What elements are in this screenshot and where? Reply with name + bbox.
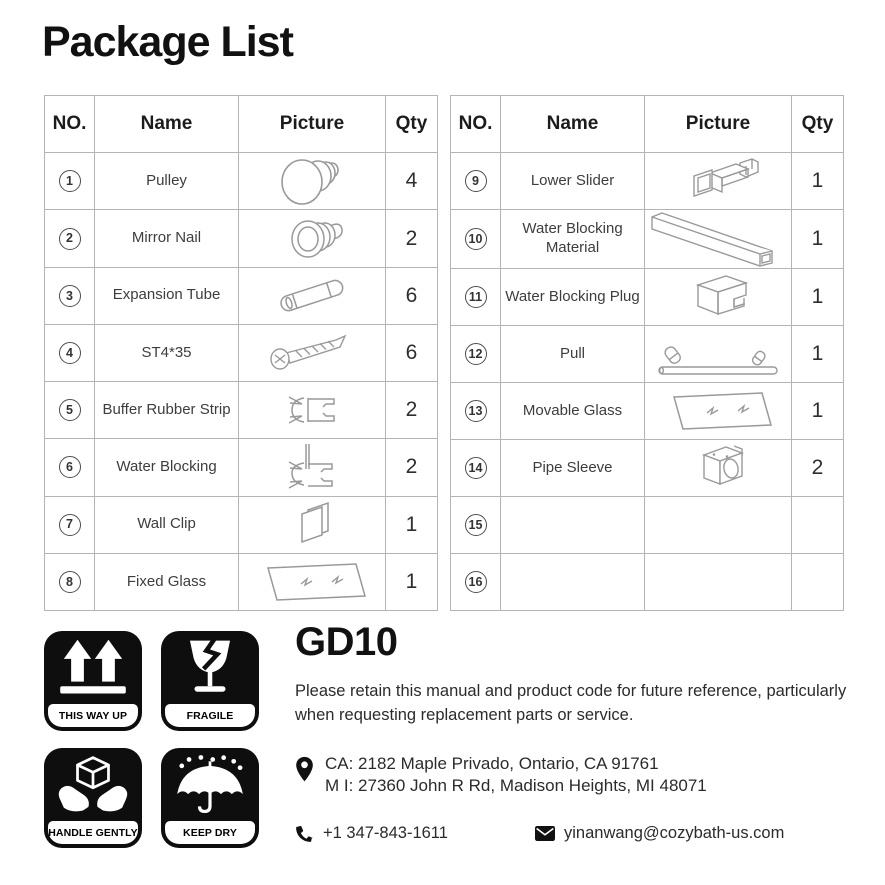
phone-icon bbox=[295, 824, 314, 843]
mark-label: THIS WAY UP bbox=[48, 704, 138, 727]
item-qty: 2 bbox=[792, 440, 844, 497]
item-name bbox=[501, 554, 645, 611]
item-number-badge: 5 bbox=[59, 399, 81, 421]
item-qty bbox=[792, 497, 844, 554]
product-code: GD10 bbox=[295, 620, 398, 664]
item-number-badge: 7 bbox=[59, 514, 81, 536]
item-number-badge: 2 bbox=[59, 228, 81, 250]
item-name: Mirror Nail bbox=[95, 210, 239, 267]
package-table-right bbox=[450, 95, 844, 611]
col-header-name: Name bbox=[95, 96, 239, 153]
table-row bbox=[45, 496, 438, 553]
this-way-up-icon bbox=[52, 636, 134, 700]
screw-icon bbox=[246, 327, 378, 379]
table-row bbox=[451, 554, 844, 611]
water-blocking-plug-icon bbox=[652, 271, 784, 323]
item-number-badge: 11 bbox=[465, 286, 487, 308]
address-line-mi: M I: 27360 John R Rd, Madison Heights, MI 48071 bbox=[325, 775, 707, 795]
table-row bbox=[45, 382, 438, 439]
water-blocking-material-icon bbox=[648, 211, 788, 267]
wall-clip-icon bbox=[246, 499, 378, 551]
item-number-badge: 10 bbox=[465, 228, 487, 250]
item-number-badge: 16 bbox=[465, 571, 487, 593]
item-qty: 1 bbox=[792, 383, 844, 440]
table-row bbox=[45, 153, 438, 210]
item-number-badge: 13 bbox=[465, 400, 487, 422]
item-qty: 1 bbox=[792, 210, 844, 269]
item-name: Buffer Rubber Strip bbox=[95, 382, 239, 439]
item-name: Pulley bbox=[95, 153, 239, 210]
item-number-badge: 1 bbox=[59, 170, 81, 192]
product-note: Please retain this manual and product code for future reference, particularly when requesting replacement parts or service. bbox=[295, 682, 847, 724]
keep-dry-badge bbox=[161, 748, 259, 848]
item-number-badge: 3 bbox=[59, 285, 81, 307]
col-header-no: NO. bbox=[451, 96, 501, 153]
col-header-picture: Picture bbox=[239, 96, 386, 153]
item-name: Movable Glass bbox=[501, 383, 645, 440]
col-header-no: NO. bbox=[45, 96, 95, 153]
table-row bbox=[451, 440, 844, 497]
item-number-badge: 12 bbox=[465, 343, 487, 365]
table-row bbox=[45, 553, 438, 610]
item-name: Pipe Sleeve bbox=[501, 440, 645, 497]
table-header-row bbox=[45, 96, 438, 153]
item-name: Pull bbox=[501, 326, 645, 383]
item-number-badge: 15 bbox=[465, 514, 487, 536]
handle-gently-icon bbox=[52, 753, 134, 817]
col-header-picture: Picture bbox=[645, 96, 792, 153]
item-name: ST4*35 bbox=[95, 324, 239, 381]
item-qty: 6 bbox=[386, 267, 438, 324]
item-qty: 1 bbox=[792, 326, 844, 383]
item-name: Lower Slider bbox=[501, 153, 645, 210]
item-qty: 2 bbox=[386, 210, 438, 267]
movable-glass-icon bbox=[652, 385, 784, 437]
table-row bbox=[451, 383, 844, 440]
item-name: Water Blocking bbox=[95, 439, 239, 496]
envelope-icon bbox=[535, 826, 555, 841]
product-info bbox=[295, 620, 857, 843]
table-row bbox=[45, 439, 438, 496]
item-qty: 1 bbox=[386, 553, 438, 610]
address-block bbox=[295, 753, 857, 798]
table-row bbox=[451, 153, 844, 210]
phone-number: +1 347-843-1611 bbox=[323, 824, 448, 843]
keep-dry-icon bbox=[169, 753, 251, 817]
item-qty: 2 bbox=[386, 439, 438, 496]
item-qty: 4 bbox=[386, 153, 438, 210]
email-address: yinanwang@cozybath-us.com bbox=[564, 824, 785, 843]
table-row bbox=[45, 210, 438, 267]
mirror-nail-icon bbox=[246, 213, 378, 265]
table-row bbox=[451, 269, 844, 326]
item-qty: 6 bbox=[386, 324, 438, 381]
table-row bbox=[45, 267, 438, 324]
mark-label: FRAGILE bbox=[165, 704, 255, 727]
address-line-ca: CA: 2182 Maple Privado, Ontario, CA 91761 bbox=[325, 753, 659, 773]
fragile-icon bbox=[169, 636, 251, 700]
item-qty: 2 bbox=[386, 382, 438, 439]
col-header-qty: Qty bbox=[792, 96, 844, 153]
pull-icon bbox=[652, 328, 784, 380]
package-tables bbox=[44, 95, 844, 611]
table-row bbox=[451, 326, 844, 383]
item-number-badge: 8 bbox=[59, 571, 81, 593]
contact-row bbox=[295, 824, 857, 843]
fragile-badge bbox=[161, 631, 259, 731]
expansion-tube-icon bbox=[246, 270, 378, 322]
buffer-rubber-strip-icon bbox=[246, 384, 378, 436]
email-contact bbox=[535, 824, 784, 843]
fixed-glass-icon bbox=[246, 556, 378, 608]
location-pin-icon bbox=[295, 756, 314, 783]
phone-contact bbox=[295, 824, 535, 843]
col-header-name: Name bbox=[501, 96, 645, 153]
item-qty: 1 bbox=[386, 496, 438, 553]
item-qty: 1 bbox=[792, 269, 844, 326]
shipping-marks bbox=[44, 631, 259, 848]
mark-label: HANDLE GENTLY bbox=[48, 821, 138, 844]
address-lines bbox=[325, 753, 707, 798]
pipe-sleeve-icon bbox=[652, 442, 784, 494]
item-name: Fixed Glass bbox=[95, 553, 239, 610]
item-number-badge: 6 bbox=[59, 456, 81, 478]
package-table-left bbox=[44, 95, 438, 611]
table-header-row bbox=[451, 96, 844, 153]
pulley-icon bbox=[246, 155, 378, 207]
water-blocking-strip-icon bbox=[246, 441, 378, 493]
this-way-up-badge bbox=[44, 631, 142, 731]
item-name: Expansion Tube bbox=[95, 267, 239, 324]
item-name bbox=[501, 497, 645, 554]
item-name: Wall Clip bbox=[95, 496, 239, 553]
item-qty bbox=[792, 554, 844, 611]
page-title: Package List bbox=[42, 18, 293, 66]
item-number-badge: 4 bbox=[59, 342, 81, 364]
table-row bbox=[451, 497, 844, 554]
table-row bbox=[45, 324, 438, 381]
col-header-qty: Qty bbox=[386, 96, 438, 153]
item-number-badge: 14 bbox=[465, 457, 487, 479]
mark-label: KEEP DRY bbox=[165, 821, 255, 844]
item-name: Water Blocking Material bbox=[501, 210, 645, 269]
item-number-badge: 9 bbox=[465, 170, 487, 192]
item-qty: 1 bbox=[792, 153, 844, 210]
handle-gently-badge bbox=[44, 748, 142, 848]
item-name: Water Blocking Plug bbox=[501, 269, 645, 326]
table-row bbox=[451, 210, 844, 269]
lower-slider-icon bbox=[652, 155, 784, 207]
